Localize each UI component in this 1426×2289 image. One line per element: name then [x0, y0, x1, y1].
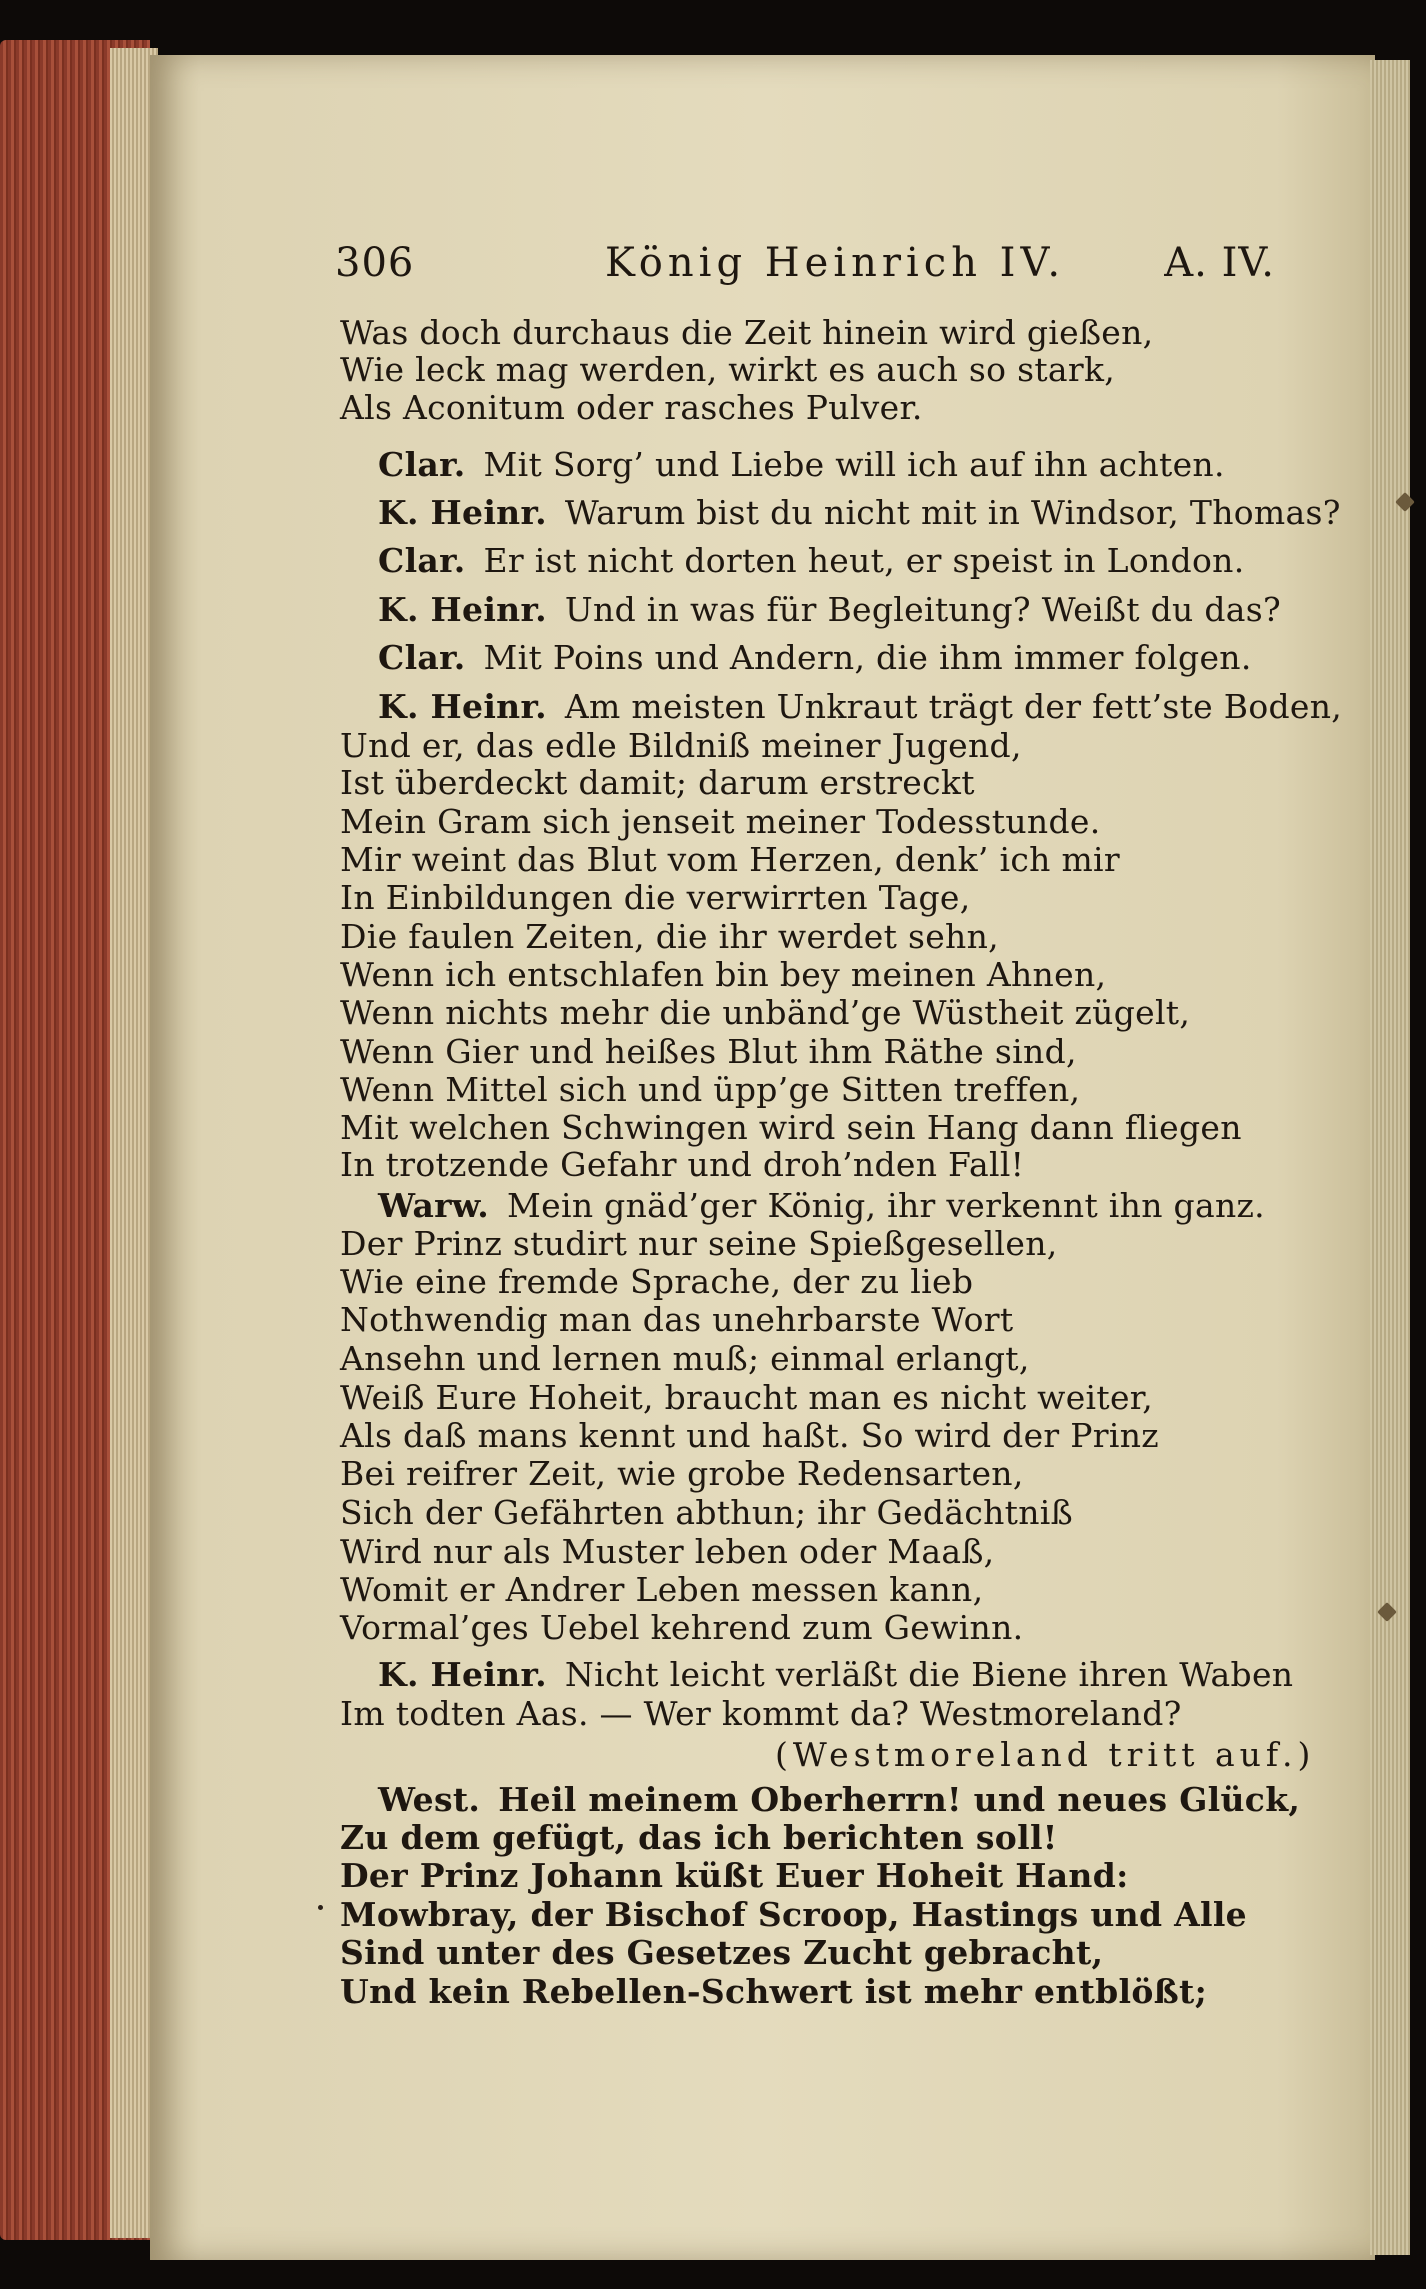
- line-text: Am meisten Unkraut trägt der fett’ste Boden,: [564, 687, 1343, 726]
- line-text: Wie leck mag werden, wirkt es auch so stark,: [340, 350, 1116, 389]
- verse-line: [378, 445, 1225, 484]
- verse-line: [340, 350, 1115, 389]
- line-text: In trotzende Gefahr und droh’nden Fall!: [340, 1145, 1025, 1184]
- line-text: Wenn Gier und heißes Blut ihm Räthe sind,: [340, 1032, 1077, 1071]
- line-text: Bei reifrer Zeit, wie grobe Redensarten,: [340, 1454, 1024, 1493]
- line-text: Zu dem gefügt, das ich berichten soll!: [340, 1818, 1058, 1857]
- line-text: Womit er Andrer Leben messen kann,: [340, 1570, 984, 1609]
- verse-line: [378, 541, 1245, 580]
- line-text: Wird nur als Muster leben oder Maaß,: [340, 1532, 995, 1571]
- verse-line: [378, 1655, 1293, 1694]
- verse-line: [340, 1070, 1080, 1109]
- verse-line: [340, 1532, 994, 1571]
- verse-line: [340, 955, 1106, 994]
- verse-line: [340, 1933, 1103, 1972]
- verse-line: [340, 1818, 1058, 1857]
- line-text: Und er, das edle Bildniß meiner Jugend,: [340, 726, 1022, 765]
- line-text: Und in was für Begleitung? Weißt du das?: [564, 590, 1281, 629]
- verse-line: [340, 1694, 1182, 1733]
- verse-line: [378, 590, 1281, 629]
- verse-line: [378, 638, 1252, 677]
- speaker-name: K. Heinr.: [378, 1655, 547, 1694]
- line-text: Wie eine fremde Sprache, der zu lieb: [340, 1262, 974, 1301]
- line-text: Mowbray, der Bischof Scroop, Hastings und Alle: [340, 1895, 1247, 1934]
- stage-direction: [775, 1735, 1315, 1774]
- line-text: Ist überdeckt damit; darum erstreckt: [340, 763, 975, 802]
- line-text: Als Aconitum oder rasches Pulver.: [340, 388, 923, 427]
- line-text: Mir weint das Blut vom Herzen, denk’ ich mir: [340, 840, 1120, 879]
- verse-line: [340, 1300, 1013, 1339]
- line-text: Warum bist du nicht mit in Windsor, Thomas?: [564, 493, 1341, 532]
- line-text: Nicht leicht verläßt die Biene ihren Waben: [564, 1655, 1294, 1694]
- speaker-name: Clar.: [378, 445, 466, 484]
- verse-line: [340, 1262, 973, 1301]
- verse-line: [340, 726, 1022, 765]
- line-text: Nothwendig man das unehrbarste Wort: [340, 1300, 1014, 1339]
- line-text: Er ist nicht dorten heut, er speist in London.: [483, 541, 1245, 580]
- speaker-name: K. Heinr.: [378, 493, 547, 532]
- verse-line: [340, 1856, 1129, 1895]
- verse-line: [340, 1454, 1024, 1493]
- verse-line: [340, 840, 1120, 879]
- line-text: Die faulen Zeiten, die ihr werdet sehn,: [340, 917, 999, 956]
- line-text: Als daß mans kennt und haßt. So wird der Prinz: [340, 1416, 1159, 1455]
- line-text: Weiß Eure Hoheit, braucht man es nicht weiter,: [340, 1378, 1154, 1417]
- speaker-name: West.: [378, 1780, 481, 1819]
- verse-line: [340, 313, 1153, 352]
- verse-line: [340, 1032, 1077, 1071]
- verse-line: [340, 1339, 1030, 1378]
- verse-line: [340, 1378, 1153, 1417]
- verse-line: [340, 802, 1100, 841]
- ink-dot: [318, 1905, 323, 1910]
- line-text: Mit Poins und Andern, die ihm immer folgen.: [483, 638, 1252, 677]
- verse-line: [340, 1145, 1024, 1184]
- verse-line: [340, 993, 1190, 1032]
- line-text: Sich der Gefährten abthun; ihr Gedächtniß: [340, 1493, 1073, 1532]
- line-text: Vormal’ges Uebel kehrend zum Gewinn.: [340, 1608, 1024, 1647]
- line-text: Mit welchen Schwingen wird sein Hang dann fliegen: [340, 1108, 1242, 1147]
- verse-line: [378, 687, 1342, 726]
- line-text: Sind unter des Gesetzes Zucht gebracht,: [340, 1933, 1104, 1972]
- line-text: Und kein Rebellen-Schwert ist mehr entblößt;: [340, 1972, 1208, 2011]
- speaker-name: K. Heinr.: [378, 687, 547, 726]
- line-text: Was doch durchaus die Zeit hinein wird gießen,: [340, 313, 1154, 352]
- verse-line: [340, 388, 923, 427]
- line-text: Mein Gram sich jenseit meiner Todesstunde.: [340, 802, 1101, 841]
- speaker-name: Clar.: [378, 541, 466, 580]
- line-text: In Einbildungen die verwirrten Tage,: [340, 878, 971, 917]
- act-number: A. IV.: [1164, 240, 1275, 286]
- verse-line: [378, 493, 1341, 532]
- verse-line: [340, 1895, 1247, 1934]
- speaker-name: Clar.: [378, 638, 466, 677]
- verse-line: [340, 1416, 1159, 1455]
- page-number: 306: [335, 240, 415, 286]
- speaker-name: K. Heinr.: [378, 590, 547, 629]
- verse-line: [378, 1780, 1300, 1819]
- page-header: [335, 240, 1275, 290]
- line-text: Der Prinz Johann küßt Euer Hoheit Hand:: [340, 1856, 1129, 1895]
- verse-line: [340, 917, 999, 956]
- line-text: Ansehn und lernen muß; einmal erlangt,: [340, 1339, 1030, 1378]
- verse-line: [340, 1570, 983, 1609]
- verse-line: [340, 1224, 1058, 1263]
- line-text: Wenn ich entschlafen bin bey meinen Ahnen,: [340, 955, 1107, 994]
- line-text: Der Prinz studirt nur seine Spießgesellen,: [340, 1224, 1058, 1263]
- stage-text: (Westmoreland tritt auf.): [775, 1735, 1316, 1774]
- line-text: Mein gnäd’ger König, ihr verkennt ihn ganz.: [507, 1186, 1265, 1225]
- verse-line: [340, 1493, 1073, 1532]
- line-text: Heil meinem Oberherrn! und neues Glück,: [498, 1780, 1301, 1819]
- verse-line: [340, 1608, 1023, 1647]
- speaker-name: Warw.: [378, 1186, 490, 1225]
- running-title: König Heinrich IV.: [605, 240, 1066, 286]
- line-text: Wenn Mittel sich und üpp’ge Sitten treffen,: [340, 1070, 1081, 1109]
- verse-line: [340, 1972, 1207, 2011]
- verse-line: [340, 1108, 1242, 1147]
- line-text: Wenn nichts mehr die unbänd’ge Wüstheit zügelt,: [340, 993, 1191, 1032]
- verse-line: [340, 763, 975, 802]
- verse-line: [340, 878, 971, 917]
- verse-line: [378, 1186, 1265, 1225]
- line-text: Im todten Aas. — Wer kommt da? Westmoreland?: [340, 1694, 1182, 1733]
- line-text: Mit Sorg’ und Liebe will ich auf ihn achten.: [483, 445, 1225, 484]
